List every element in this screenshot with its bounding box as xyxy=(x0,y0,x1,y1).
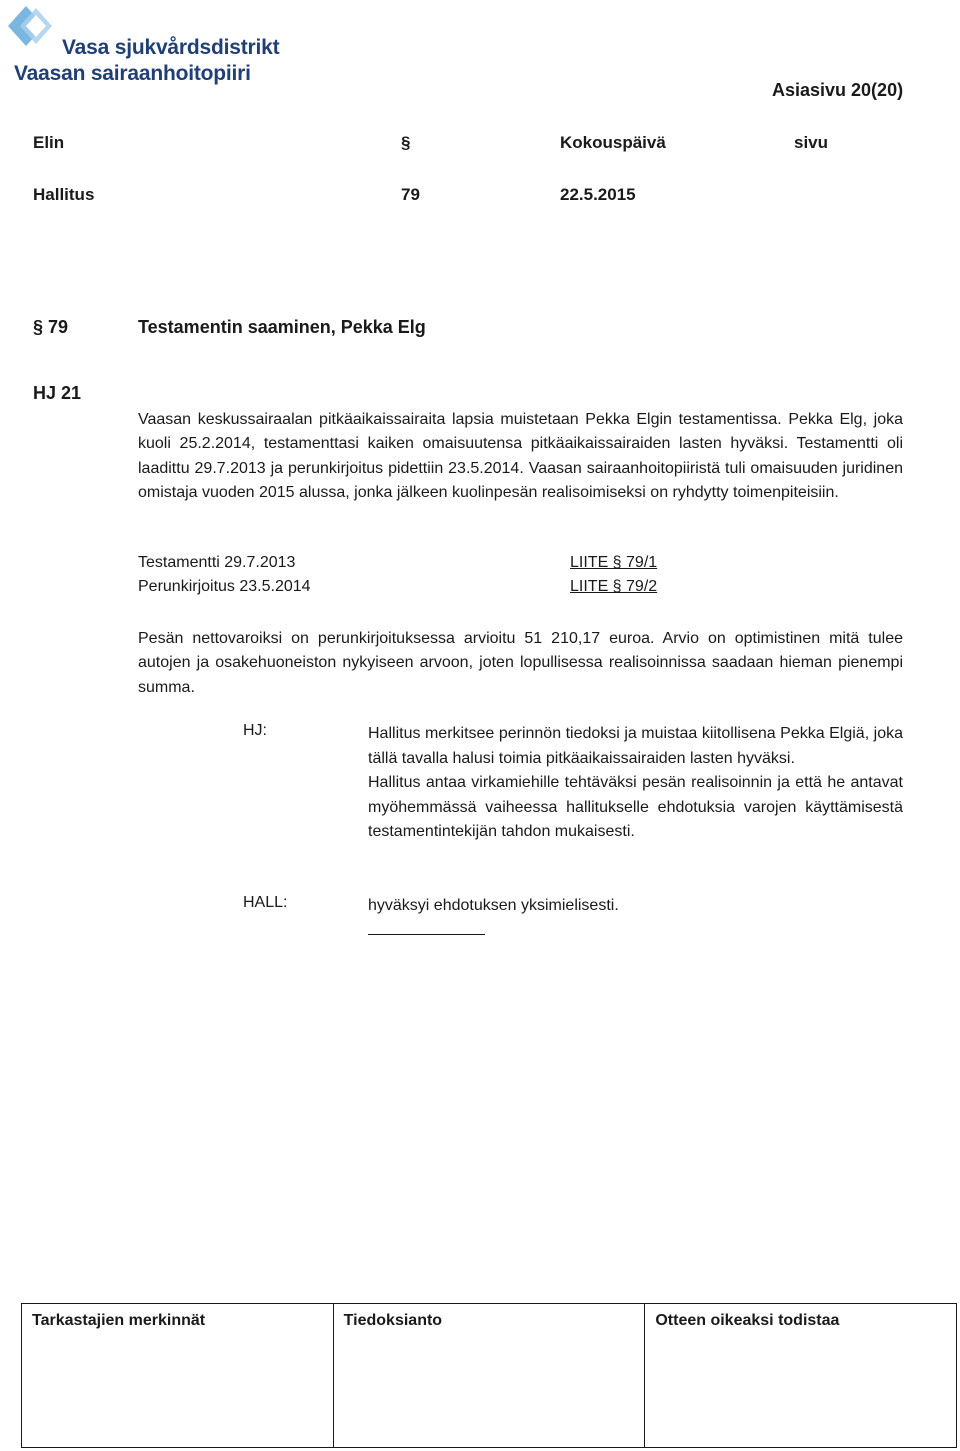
proposal-label: HJ: xyxy=(243,722,267,739)
header-value-section: 79 xyxy=(401,185,420,204)
footer-cell-notification: Tiedoksianto xyxy=(334,1304,646,1447)
header-label-page: sivu xyxy=(794,133,829,152)
header-value-organ: Hallitus xyxy=(33,185,95,204)
reference-code: HJ 21 xyxy=(33,383,82,403)
footer-cell-reviewers: Tarkastajien merkinnät xyxy=(22,1304,334,1447)
page-number: Asiasivu 20(20) xyxy=(772,80,904,100)
decision-label: HALL: xyxy=(243,894,288,911)
attachment-label-2: Perunkirjoitus 23.5.2014 xyxy=(138,578,311,595)
header-label-section: § xyxy=(401,133,411,152)
section-title: Testamentin saaminen, Pekka Elg xyxy=(138,317,426,337)
divider xyxy=(368,934,485,935)
proposal-text-1: Hallitus merkitsee perinnön tiedoksi ja muistaa kiitollisena Pekka Elgiä, joka tällä tavalla halusi toimia pitkäaikaissairaiden lasten hyväksi. xyxy=(368,725,903,767)
proposal-text xyxy=(368,722,903,845)
org-name-swedish: Vasa sjukvårdsdistrikt xyxy=(62,36,280,59)
paragraph-background: Vaasan keskussairaalan pitkäaikaissairaita lapsia muistetaan Pekka Elgin testamentissa. Pekka Elg, joka kuoli 25.2.2014, testamenttasi kaiken omaisuutensa pitkäaikaissairaiden lasten hyväksi. Testamentti oli laadittu 29.7.2013 ja perunkirjoitus pidettiin 23.5.2014. Vaasan sairaanhoitopiiristä tuli omaisuuden juridinen omistaja vuoden 2015 alussa, jonka jälkeen kuolinpesän realisoimiseksi on ryhdytty toimenpiteisiin. xyxy=(138,411,903,501)
footer-cell-certification: Otteen oikeaksi todistaa xyxy=(655,1312,840,1329)
header-label-date: Kokouspäivä xyxy=(560,133,666,152)
section-number: § 79 xyxy=(33,317,69,337)
paragraph-valuation: Pesän nettovaroiksi on perunkirjoituksessa arvioitu 51 210,17 euroa. Arvio on optimistinen mitä tulee autojen ja osakehuoneiston nykyiseen arvoon, joten lopullisessa realisoinnissa saadaan hieman pienempi summa. xyxy=(138,630,903,696)
footer-table xyxy=(21,1303,957,1448)
section-heading xyxy=(33,317,426,338)
attachment-link-2[interactable]: LIITE § 79/2 xyxy=(570,578,658,595)
header-value-date: 22.5.2015 xyxy=(560,185,636,204)
decision-text: hyväksyi ehdotuksen yksimielisesti. xyxy=(368,897,619,914)
org-name-finnish: Vaasan sairaanhoitopiiri xyxy=(14,62,251,85)
header-label-organ: Elin xyxy=(33,133,65,152)
attachment-link-1[interactable]: LIITE § 79/1 xyxy=(570,554,658,571)
proposal-text-2: Hallitus antaa virkamiehille tehtäväksi pesän realisoinnin ja että he antavat myöhemmässä vaiheessa hallitukselle ehdotuksia varojen käyttämisestä testamentintekijän tahdon mukaisesti. xyxy=(368,774,903,840)
attachment-label-1: Testamentti 29.7.2013 xyxy=(138,554,296,571)
logo-icon xyxy=(6,2,62,48)
